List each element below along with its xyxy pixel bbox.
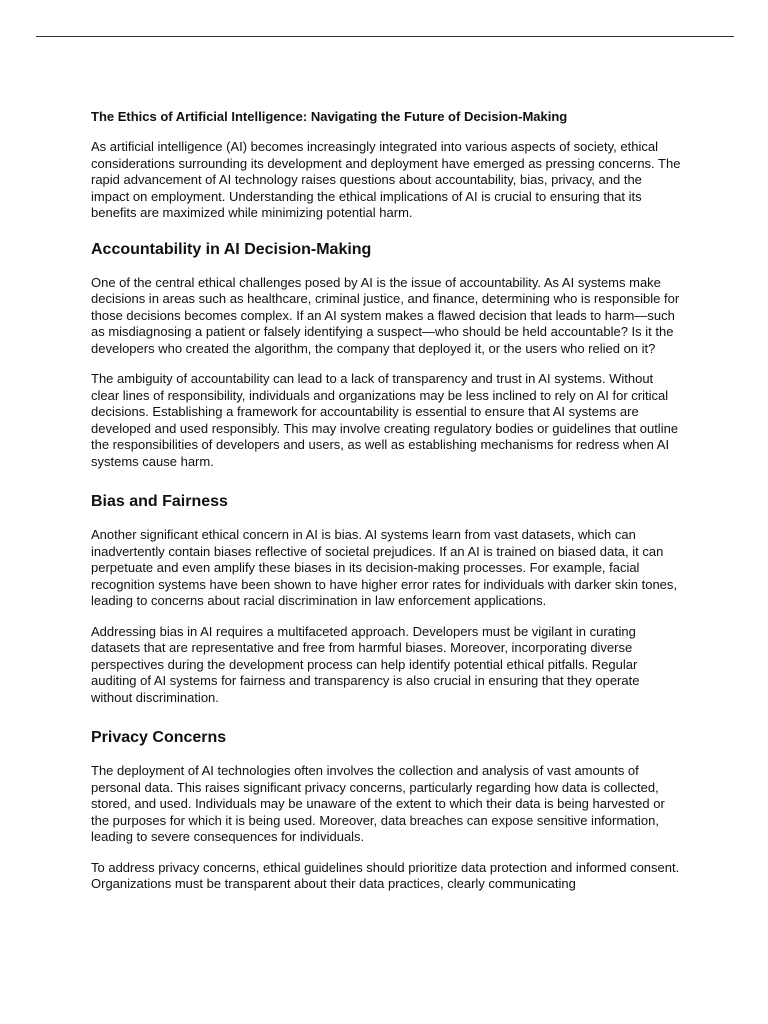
paragraph: Addressing bias in AI requires a multifaceted approach. Developers must be vigilant in curating datasets that are representative and free from harmful biases. Moreover, incorporating diverse perspectives during the development process can help identify potential ethical pitfalls. Regular auditing of AI systems for fairness and transparency is also crucial in ensuring that they operate without discrimination. (91, 623, 640, 705)
paragraph: The deployment of AI technologies often involves the collection and analysis of vast amounts of personal data. This raises significant privacy concerns, particularly regarding how data is collected, stored, and used. Individuals may be unaware of the extent to which their data is being harvested or the purposes for which it is being used. Moreover, data breaches can expose sensitive information, leading to severe consequences for individuals. (91, 763, 665, 844)
document-body (91, 108, 681, 907)
document-title: The Ethics of Artificial Intelligence: Navigating the Future of Decision-Making (91, 109, 568, 124)
paragraph: Another significant ethical concern in AI is bias. AI systems learn from vast datasets, which can inadvertently contain biases reflective of societal prejudices. If an AI is trained on biased data, it can perpetuate and even amplify these biases in its decision-making processes. For example, facial recognition systems have been shown to have higher error rates for individuals with darker skin tones, leading to concerns about racial discrimination in law enforcement applications. (91, 527, 678, 608)
header-rule (36, 36, 734, 37)
intro-paragraph: As artificial intelligence (AI) becomes increasingly integrated into various aspects of society, ethical considerations surrounding its development and deployment have emerged as pressing concerns. The rapid advancement of AI technology raises questions about accountability, bias, privacy, and the impact on employment. Understanding the ethical implications of AI is crucial to ensuring that its benefits are maximized while minimizing potential harm. (91, 139, 681, 220)
paragraph: To address privacy concerns, ethical guidelines should prioritize data protection and informed consent. Organizations must be transparent about their data practices, clearly communicating (91, 859, 680, 891)
paragraph: One of the central ethical challenges posed by AI is the issue of accountability. As AI systems make decisions in areas such as healthcare, criminal justice, and finance, determining who is responsible for those decisions becomes complex. If an AI system makes a flawed decision that leads to harm—such as misdiagnosing a patient or falsely identifying a suspect—who should be held accountable? Is it the developers who created the algorithm, the company that deployed it, or the users who relied on it? (91, 274, 680, 356)
section-heading: Privacy Concerns (91, 729, 227, 746)
section-accountability (91, 240, 681, 471)
section-bias-fairness (91, 492, 681, 706)
section-heading: Accountability in AI Decision-Making (91, 240, 372, 258)
section-heading: Bias and Fairness (91, 493, 228, 510)
paragraph: The ambiguity of accountability can lead to a lack of transparency and trust in AI systems. Without clear lines of responsibility, individuals and organizations may be less inclined to rely on AI for critical decisions. Establishing a framework for accountability is essential to ensure that AI systems are developed and used responsibly. This may involve creating regulatory bodies or guidelines that outline the responsibilities of developers and users, as well as establishing mechanisms for redress when AI systems cause harm. (91, 371, 679, 469)
section-privacy (91, 728, 681, 893)
